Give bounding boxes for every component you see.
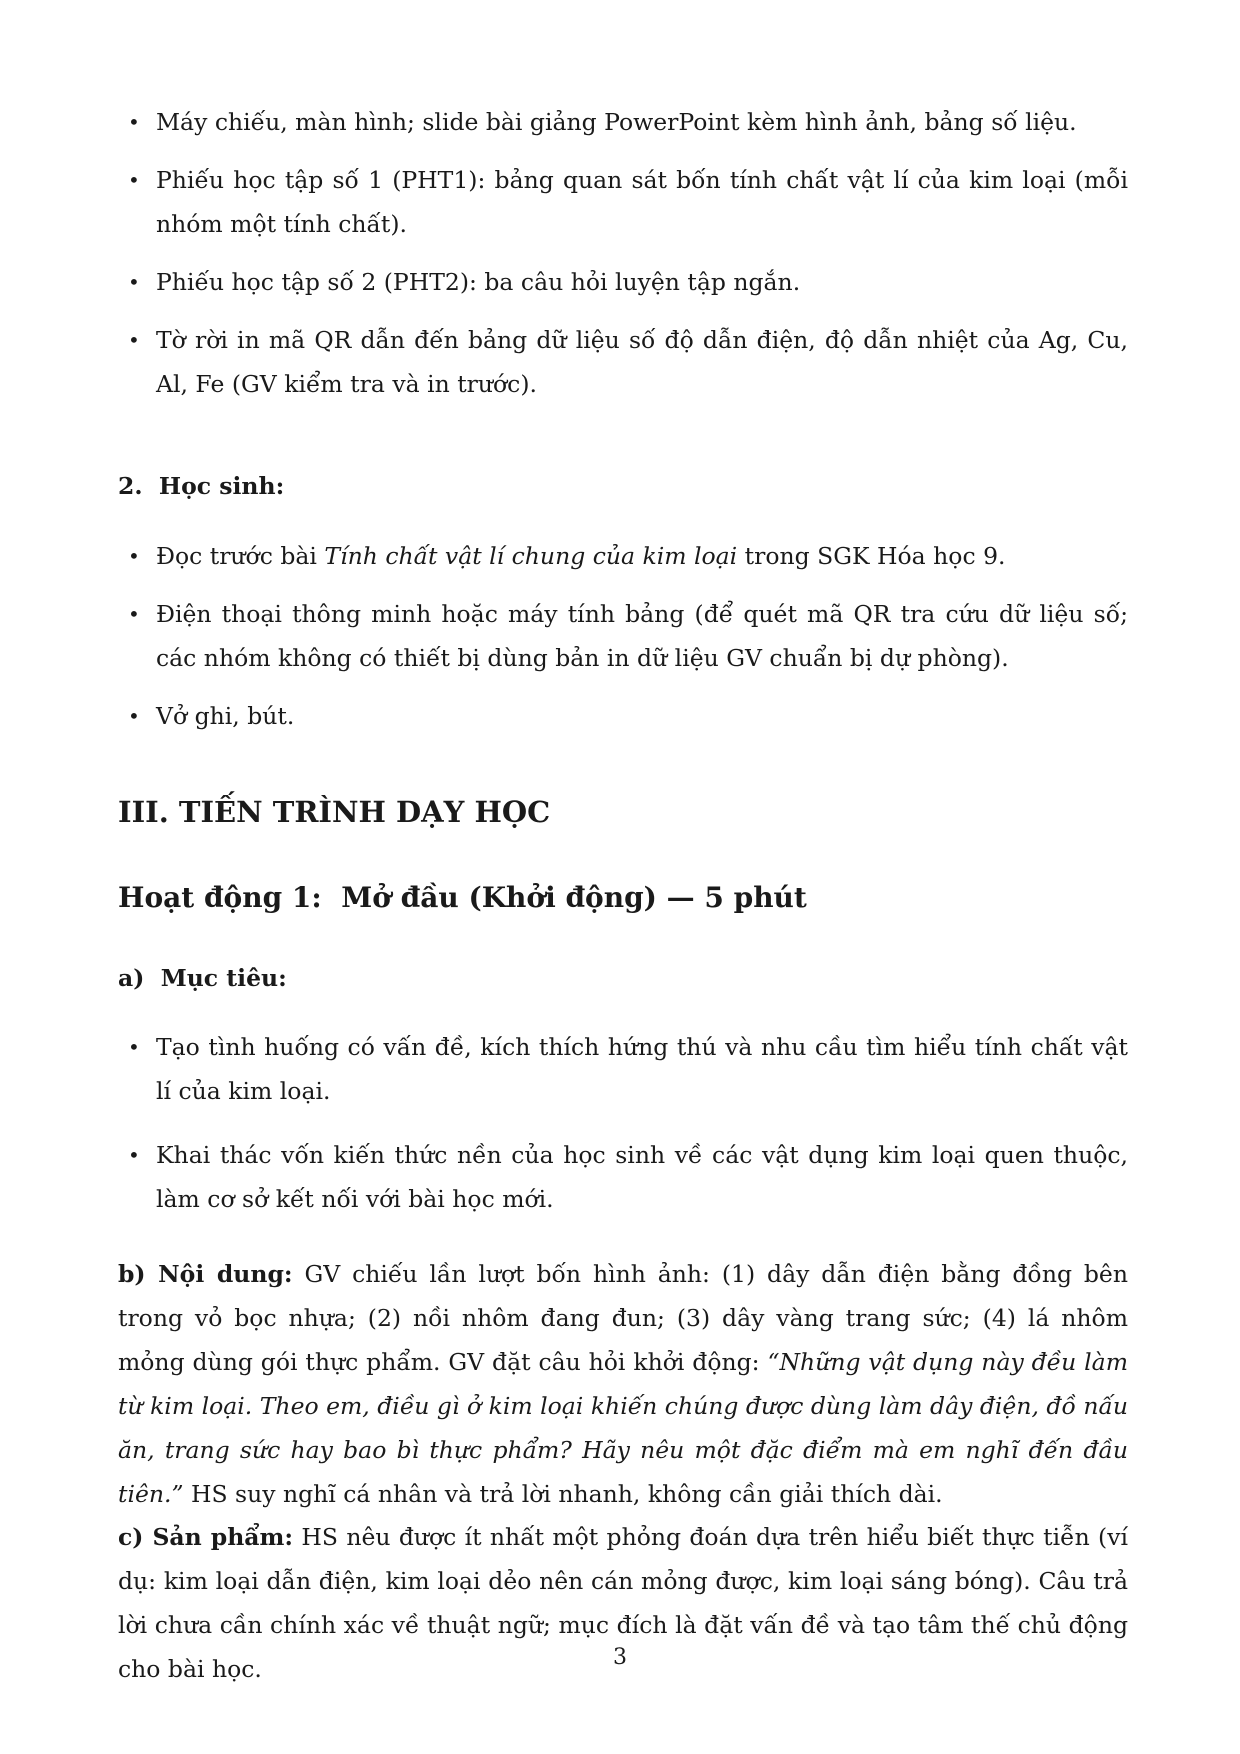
- objective-list: [118, 1025, 1128, 1221]
- list-item-text: Tờ rời in mã QR dẫn đến bảng dữ liệu số độ dẫn điện, độ dẫn nhiệt của Ag, Cu, Al, Fe (GV kiểm tra và in trước).: [156, 326, 1128, 398]
- section-heading: III. TIẾN TRÌNH DẠY HỌC: [118, 795, 551, 829]
- list-item: [118, 1133, 1128, 1221]
- bullet-icon: •: [128, 1035, 140, 1059]
- list-item: [118, 592, 1128, 680]
- textbook-lesson-title: Tính chất vật lí chung của kim loại: [324, 542, 738, 570]
- activity-heading: Hoạt động 1: Mở đầu (Khởi động) — 5 phút: [118, 881, 807, 914]
- list-item-text: Đọc trước bài: [156, 542, 325, 570]
- objective-heading: a) Mục tiêu:: [118, 964, 287, 992]
- bullet-icon: •: [128, 602, 140, 626]
- students-materials-list: [118, 534, 1128, 738]
- list-item-text: Phiếu học tập số 1 (PHT1): bảng quan sát bốn tính chất vật lí của kim loại (mỗi nhóm một tính chất).: [156, 166, 1128, 238]
- bullet-icon: •: [128, 1143, 140, 1167]
- bullet-icon: •: [128, 544, 140, 568]
- list-item: [118, 318, 1128, 406]
- content-paragraph: [118, 1252, 1128, 1516]
- list-item: [118, 260, 1128, 304]
- bullet-icon: •: [128, 270, 140, 294]
- list-item: [118, 534, 1128, 578]
- list-item: [118, 694, 1128, 738]
- bullet-icon: •: [128, 110, 140, 134]
- list-item-text: Điện thoại thông minh hoặc máy tính bảng (để quét mã QR tra cứu dữ liệu số; các nhóm không có thiết bị dùng bản in dữ liệu GV chuẩn bị dự phòng).: [156, 600, 1128, 672]
- content-label: b) Nội dung:: [118, 1260, 293, 1288]
- list-item: [118, 158, 1128, 246]
- list-item-text: Khai thác vốn kiến thức nền của học sinh về các vật dụng kim loại quen thuộc, làm cơ sở kết nối với bài học mới.: [156, 1141, 1128, 1213]
- content-text-after: HS suy nghĩ cá nhân và trả lời nhanh, không cần giải thích dài.: [183, 1480, 943, 1508]
- opening-question: “Những vật dụng này đều làm từ kim loại. Theo em, điều gì ở kim loại khiến chúng được dùng làm dây điện, đồ nấu ăn, trang sức hay bao bì thực phẩm? Hãy nêu một đặc điểm mà em nghĩ đến đầu tiên.”: [118, 1348, 1128, 1508]
- teacher-materials-list: [118, 100, 1128, 406]
- students-heading: 2. Học sinh:: [118, 472, 285, 500]
- product-text: HS nêu được ít nhất một phỏng đoán dựa trên hiểu biết thực tiễn (ví dụ: kim loại dẫn điện, kim loại dẻo nên cán mỏng được, kim loại sáng bóng). Câu trả lời chưa cần chính xác về thuật ngữ; mục đích là đặt vấn đề và tạo tâm thế chủ động cho bài học.: [118, 1523, 1128, 1683]
- list-item: [118, 100, 1128, 144]
- list-item: [118, 1025, 1128, 1113]
- page-number: 3: [613, 1645, 627, 1670]
- list-item-text: Máy chiếu, màn hình; slide bài giảng PowerPoint kèm hình ảnh, bảng số liệu.: [156, 108, 1077, 136]
- list-item-text: Tạo tình huống có vấn đề, kích thích hứng thú và nhu cầu tìm hiểu tính chất vật lí của kim loại.: [156, 1033, 1128, 1105]
- product-label: c) Sản phẩm:: [118, 1523, 294, 1551]
- list-item-text: trong SGK Hóa học 9.: [737, 542, 1006, 570]
- bullet-icon: •: [128, 168, 140, 192]
- bullet-icon: •: [128, 328, 140, 352]
- content-text: GV chiếu lần lượt bốn hình ảnh: (1) dây dẫn điện bằng đồng bên trong vỏ bọc nhựa; (2) nồi nhôm đang đun; (3) dây vàng trang sức; (4) lá nhôm mỏng dùng gói thực phẩm. GV đặt câu hỏi khởi động:: [118, 1260, 1128, 1376]
- list-item-text: Phiếu học tập số 2 (PHT2): ba câu hỏi luyện tập ngắn.: [156, 268, 801, 296]
- bullet-icon: •: [128, 704, 140, 728]
- list-item-text: Vở ghi, bút.: [156, 702, 295, 730]
